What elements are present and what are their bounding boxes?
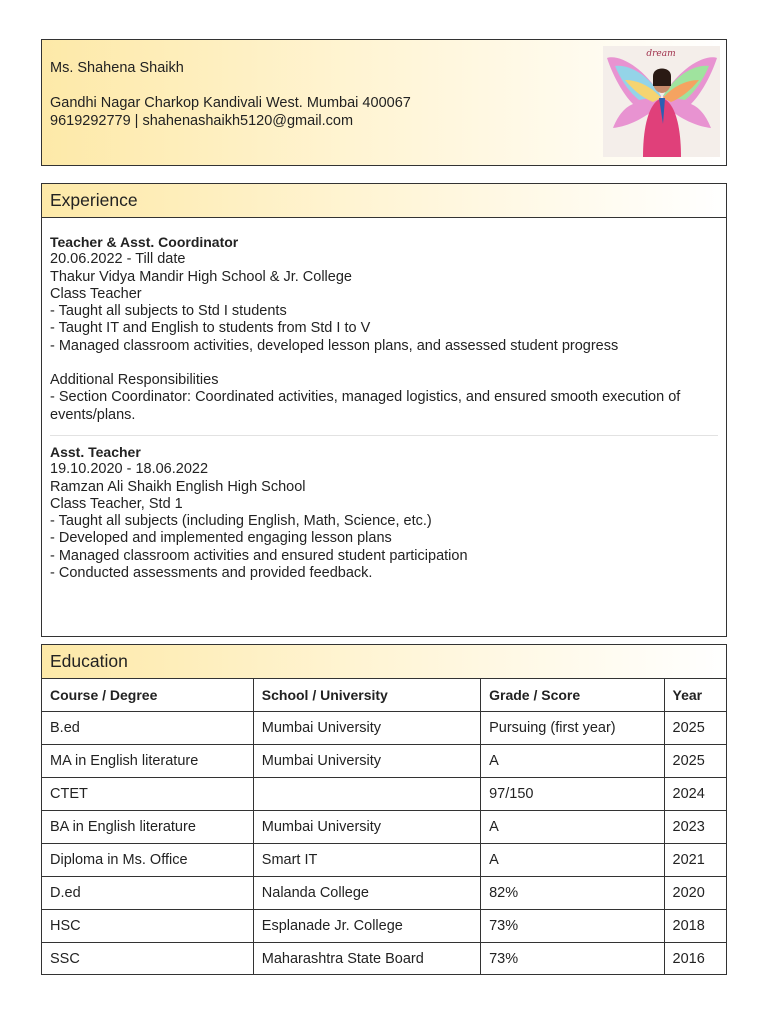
table-header-row: [42, 679, 726, 712]
course-cell: HSC: [42, 910, 253, 943]
grade-cell: A: [481, 745, 664, 778]
grade-cell: A: [481, 811, 664, 844]
profile-photo: [603, 46, 720, 157]
column-header: School / University: [253, 679, 480, 712]
contact-header: [41, 39, 727, 166]
additional-responsibilities-title: Additional Responsibilities: [50, 372, 219, 389]
school-cell: Maharashtra State Board: [253, 943, 480, 976]
column-header: Year: [664, 679, 726, 712]
job-duty: - Managed classroom activities and ensured student participation: [50, 547, 468, 564]
school-cell: Nalanda College: [253, 877, 480, 910]
table-row: [42, 712, 726, 745]
grade-cell: 82%: [481, 877, 664, 910]
job-position: Class Teacher, Std 1: [50, 495, 183, 512]
job-entry: [50, 444, 718, 582]
grade-cell: 73%: [481, 910, 664, 943]
photo-caption: dream: [646, 49, 676, 59]
course-cell: Diploma in Ms. Office: [42, 844, 253, 877]
school-cell: Mumbai University: [253, 745, 480, 778]
address: Gandhi Nagar Charkop Kandivali West. Mumbai 400067: [50, 95, 411, 111]
job-duty: - Developed and implemented engaging lesson plans: [50, 530, 392, 547]
course-cell: CTET: [42, 778, 253, 811]
profile-photo-illustration: [603, 46, 720, 157]
table-row: [42, 745, 726, 778]
grade-cell: A: [481, 844, 664, 877]
job-entry: [50, 234, 718, 424]
year-cell: 2024: [664, 778, 726, 811]
column-header: Course / Degree: [50, 687, 158, 703]
course-cell: D.ed: [42, 877, 253, 910]
table-row: [42, 778, 726, 811]
school-cell: [253, 778, 480, 811]
job-position: Class Teacher: [50, 285, 142, 302]
job-duty: - Taught IT and English to students from Std I to V: [50, 320, 371, 337]
education-table: [42, 679, 726, 975]
job-duty: - Taught all subjects to Std I students: [50, 303, 287, 320]
school-cell: Smart IT: [253, 844, 480, 877]
table-row: [42, 811, 726, 844]
course-cell: B.ed: [42, 712, 253, 745]
year-cell: 2018: [664, 910, 726, 943]
grade-cell: 73%: [481, 943, 664, 976]
school-cell: Esplanade Jr. College: [253, 910, 480, 943]
job-dates: 19.10.2020 - 18.06.2022: [50, 461, 209, 478]
experience-title: Experience: [42, 184, 726, 218]
job-role: Asst. Teacher: [50, 443, 141, 460]
year-cell: 2020: [664, 877, 726, 910]
job-role: Teacher & Asst. Coordinator: [50, 234, 239, 250]
job-duty: - Taught all subjects (including English, Math, Science, etc.): [50, 513, 432, 530]
job-separator: [50, 435, 718, 436]
table-row: [42, 943, 726, 976]
experience-body: [42, 218, 726, 582]
school-cell: Mumbai University: [253, 712, 480, 745]
year-cell: 2025: [664, 712, 726, 745]
year-cell: 2016: [664, 943, 726, 976]
contact-info: [50, 95, 411, 130]
job-duty: - Managed classroom activities, developed lesson plans, and assessed student progress: [50, 337, 619, 354]
candidate-name: Ms. Shahena Shaikh: [50, 60, 184, 76]
job-duty: - Conducted assessments and provided feedback.: [50, 565, 373, 582]
course-cell: BA in English literature: [42, 811, 253, 844]
education-title: Education: [42, 645, 726, 679]
school-cell: Mumbai University: [253, 811, 480, 844]
education-section: [41, 644, 727, 975]
phone-email: 9619292779 | shahenashaikh5120@gmail.com: [50, 112, 354, 129]
table-row: [42, 910, 726, 943]
job-school: Thakur Vidya Mandir High School & Jr. College: [50, 268, 352, 285]
course-cell: SSC: [42, 943, 253, 976]
column-header: Grade / Score: [481, 679, 664, 712]
grade-cell: 97/150: [481, 778, 664, 811]
year-cell: 2021: [664, 844, 726, 877]
year-cell: 2023: [664, 811, 726, 844]
grade-cell: Pursuing (first year): [481, 712, 664, 745]
experience-section: [41, 183, 727, 637]
additional-responsibility: - Section Coordinator: Coordinated activities, managed logistics, and ensured smooth execution of events/plans.: [50, 389, 681, 423]
year-cell: 2025: [664, 745, 726, 778]
job-school: Ramzan Ali Shaikh English High School: [50, 478, 306, 495]
table-row: [42, 877, 726, 910]
course-cell: MA in English literature: [42, 745, 253, 778]
job-dates: 20.06.2022 - Till date: [50, 251, 186, 268]
table-row: [42, 844, 726, 877]
